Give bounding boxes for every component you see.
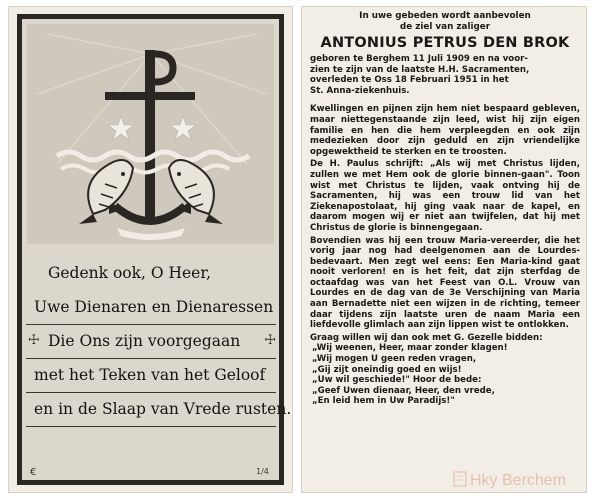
prayer-line: „Uw wil geschiede!" Hoor de bede: [312, 375, 482, 386]
verse-text-4: met het Teken van het Geloof [34, 366, 266, 384]
intro-line-1: In uwe gebeden wordt aanbevolen [359, 11, 531, 21]
paragraph-suffering: Kwellingen en pijnen zijn hem niet bespaard gebleven, maar niettegenstaande zijn leed, wist hij zijn eigen familie en hen die hem verpleegden en ook zijn medezieken door zijn geduld en zijn vriendelijke opgewektheid te sterken en te troosten. [310, 104, 580, 157]
birth-death-line-3: overleden te Oss 18 Februari 1951 in het [310, 75, 509, 86]
verse-line-5 [26, 393, 292, 427]
birth-death-line-2: zien te zijn van de laatste H.H. Sacramenten, [310, 64, 530, 75]
rho-loop-icon [155, 54, 173, 82]
prayer-intro: Graag willen wij dan ook met G. Gezelle bidden: [310, 332, 543, 343]
prayer-line: „Wij mogen U geen reden vragen, [312, 354, 477, 365]
paragraph-paulus: De H. Paulus schrijft: „Als wij met Christus lijden, zullen we met Hem ook de glorie binnen-gaan". Toon wist met Christus te lijden, vaak ontving hij de Sacramenten, hij was een trouw lid van het Ziekenapostolaat, hij ging vaak naar de kapel, en daarom mogen wij er niet aan twijfelen, dat hij met Christus de glorie is binnengegaan. [310, 159, 580, 233]
verse-line-2 [26, 291, 276, 325]
star-icon-right [170, 116, 196, 140]
deceased-name: ANTONIUS PETRUS DEN BROK [320, 35, 570, 51]
prayer-line: „En leid hem in Uw Paradijs!" [312, 396, 455, 407]
anchor-crossbar-icon [105, 92, 195, 100]
card-frame [17, 14, 292, 485]
prayer-line: „Geef Uwen dienaar, Heer, den vrede, [312, 385, 495, 396]
star-icon-left [108, 116, 134, 140]
memorial-text [310, 11, 580, 407]
paragraph-maria: Bovendien was hij een trouw Maria-vereerder, die het vorig jaar nog had deelgenomen aan de Lourdes-bedevaart. Men zegt wel eens: Een Maria-kind gaat nooit verloren! en is het feit, dat zijn sterfdag de octaafdag was van het Feest van O.L. Vrouw van Lourdes en de dag van de 3e Verschijning van Maria aan Bernadette niet een wijzen in de richting, temeer daar tijdens zijn laatste uren de naam Maria een liefdevolle glimlach aan zijn lippen wist te ontlokken. [310, 235, 580, 331]
verse-text-5: en in de Slaap van Vrede rusten. [34, 400, 292, 418]
right-card-back [302, 7, 586, 492]
birth-death-line-4: St. Anna-ziekenhuis. [310, 85, 410, 96]
verse-line-4 [26, 359, 276, 393]
prayer-line: „Gij zijt oneindig goed en wijs! [312, 364, 462, 375]
verse-text-2: Uwe Dienaren en Dienaressen [34, 298, 274, 316]
verse-text-1: Gedenk ook, O Heer, [48, 264, 211, 282]
chi-rho-anchor-fish-emblem [27, 24, 274, 244]
watermark-logo-icon [452, 470, 468, 488]
emblem-panel [27, 24, 274, 244]
cross-icon-left: ☩ [28, 333, 40, 348]
verse-line-3 [26, 325, 276, 359]
cross-icon-right: ☩ [264, 333, 276, 348]
watermark-text: Hky Berchem [470, 472, 567, 489]
verse-text-3: Die Ons zijn voorgegaan [48, 332, 241, 350]
left-card-front [9, 7, 292, 492]
birth-death-line-1: geboren te Berghem 11 Juli 1909 en na voor- [310, 54, 528, 64]
waves-icon [57, 152, 249, 160]
print-number: 1/4 [256, 467, 269, 476]
verse-line-1 [26, 257, 276, 291]
printer-mark: € [30, 467, 37, 478]
birth-death-info [310, 54, 580, 96]
prayer-line: „Wij weenen, Heer, maar zonder klagen! [312, 343, 508, 354]
intro-line-2: de ziel van zaliger [399, 22, 491, 32]
prayer [310, 343, 580, 407]
memorial-verse [26, 257, 292, 427]
anchor-shaft-icon [145, 50, 155, 220]
